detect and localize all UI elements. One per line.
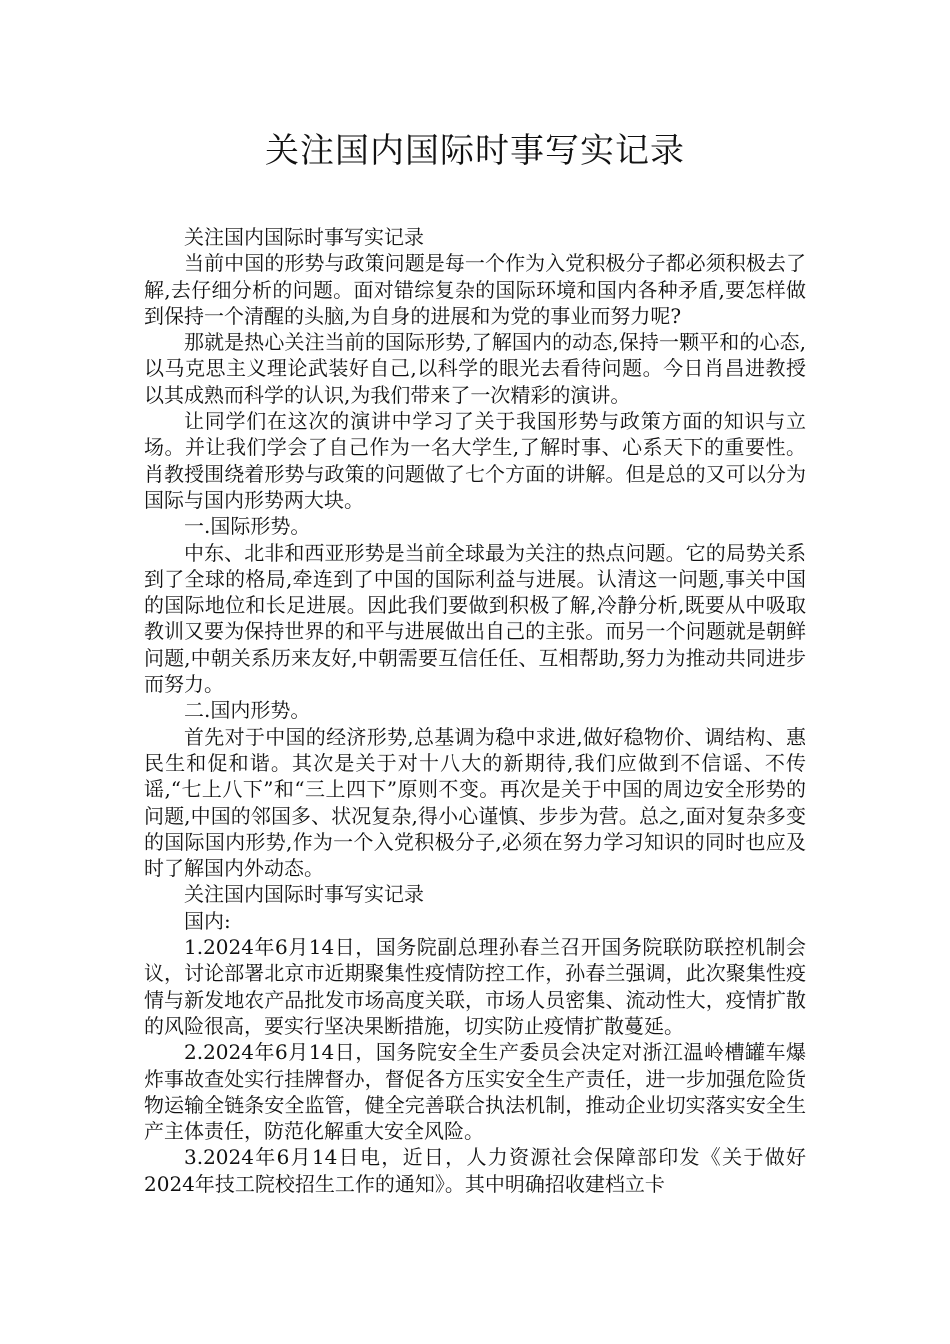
list-item: 1.2024年6月14日，国务院副总理孙春兰召开国务院联防联控机制会议，讨论部署北京市近期聚集性疫情防控工作，孙春兰强调，此次聚集性疫情与新发地农产品批发市场高度关联，市场人员密集、流动性大，疫情扩散的风险很高，要实行坚决果断措施，切实防止疫情扩散蔓延。 bbox=[144, 935, 806, 1038]
paragraph: 当前中国的形势与政策问题是每一个作为入党积极分子都必须积极去了解,去仔细分析的问题。面对错综复杂的国际环境和国内各种矛盾,要怎样做到保持一个清醒的头脑,为自身的进展和为党的事业而努力呢? bbox=[144, 251, 806, 328]
list-item: 3.2024年6月14日电，近日，人力资源社会保障部印发《关于做好2024年技工院校招生工作的通知》。其中明确招收建档立卡 bbox=[144, 1145, 806, 1196]
paragraph: 关注国内国际时事写实记录 bbox=[184, 882, 424, 907]
document-title: 关注国内国际时事写实记录 bbox=[265, 131, 685, 171]
section-heading: 一.国际形势。 bbox=[184, 514, 311, 539]
section-heading: 二.国内形势。 bbox=[184, 698, 311, 723]
paragraph: 那就是热心关注当前的国际形势,了解国内的动态,保持一颗平和的心态,以马克思主义理论武装好自己,以科学的眼光去看待问题。今日肖昌进教授以其成熟而科学的认识,为我们带来了一次精彩的演讲。 bbox=[144, 330, 806, 407]
paragraph: 中东、北非和西亚形势是当前全球最为关注的热点问题。它的局势关系到了全球的格局,牵连到了中国的国际利益与进展。认清这一问题,事关中国的国际地位和长足进展。因此我们要做到积极了解,冷静分析,既要从中吸取教训又要为保持世界的和平与进展做出自己的主张。而另一个问题就是朝鲜问题,中朝关系历来友好,中朝需要互信任任、互相帮助,努力为推动共同进步而努力。 bbox=[144, 540, 806, 697]
paragraph: 首先对于中国的经济形势,总基调为稳中求进,做好稳物价、调结构、惠民生和促和谐。其次是关于对十八大的新期待,我们应做到不信谣、不传谣,“七上八下”和“三上四下”原则不变。再次是关于中国的周边安全形势的问题,中国的邻国多、状况复杂,得小心谨慎、步步为营。总之,面对复杂多变的国际国内形势,作为一个入党积极分子,必须在努力学习知识的同时也应及时了解国内外动态。 bbox=[144, 724, 806, 881]
document-body bbox=[144, 224, 806, 1197]
list-item: 2.2024年6月14日，国务院安全生产委员会决定对浙江温岭槽罐车爆炸事故查处实行挂牌督办，督促各方压实安全生产责任，进一步加强危险货物运输全链条安全监管，健全完善联合执法机制，推动企业切实落实安全生产主体责任，防范化解重大安全风险。 bbox=[144, 1040, 806, 1144]
paragraph: 关注国内国际时事写实记录 bbox=[184, 225, 424, 249]
paragraph: 让同学们在这次的演讲中学习了关于我国形势与政策方面的知识与立场。并让我们学会了自己作为一名大学生,了解时事、心系天下的重要性。肖教授围绕着形势与政策的问题做了七个方面的讲解。但是总的又可以分为国际与国内形势两大块。 bbox=[144, 409, 806, 512]
paragraph: 国内: bbox=[184, 908, 231, 933]
